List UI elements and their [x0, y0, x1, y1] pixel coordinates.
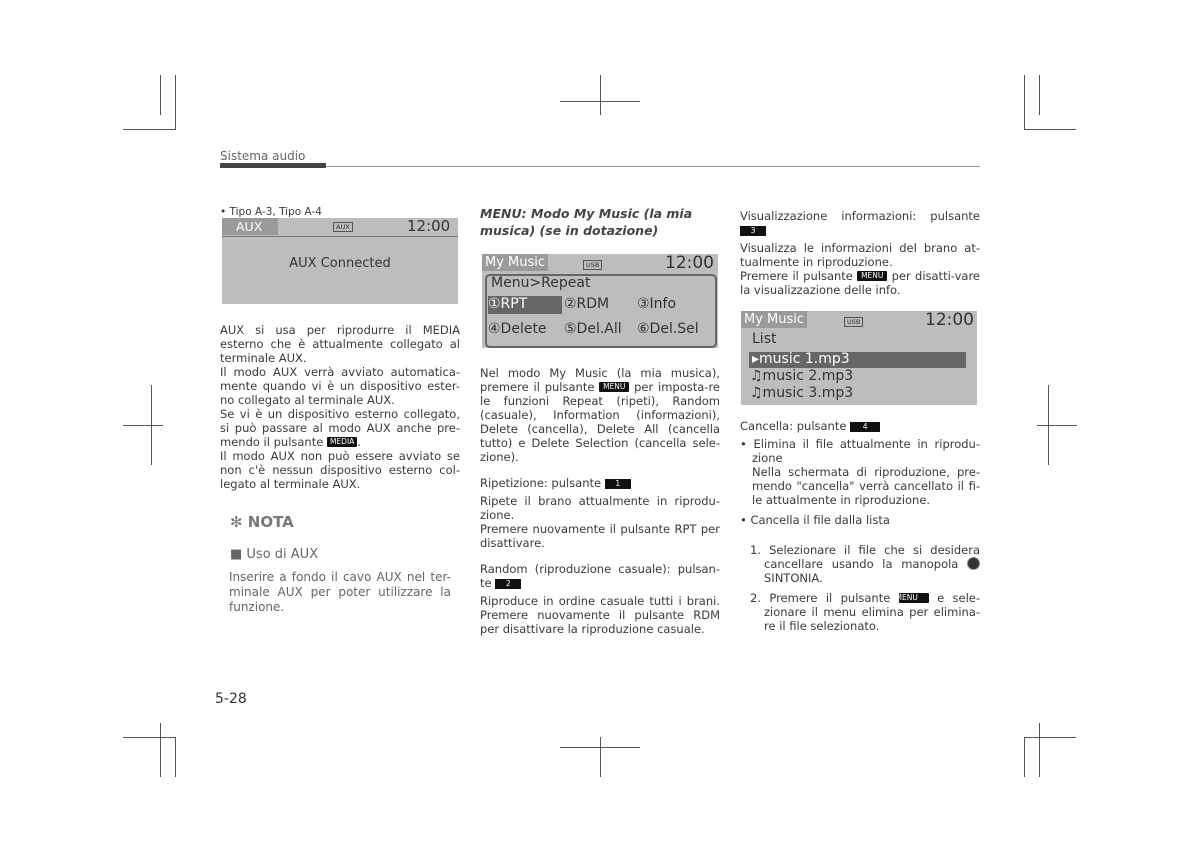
aux-paragraph-3: Se vi è un dispositivo esterno collegato, si può passare al modo AUX anche pre-mendo il pulsante MEDIA . [220, 407, 460, 449]
aux-display [222, 218, 458, 304]
display-source: My Music [485, 255, 546, 270]
menu-button-icon: MENU [899, 593, 929, 603]
aux-paragraph-1: AUX si usa per riprodurre il MEDIA esterno che è attualmente collegato al terminale AUX. [220, 323, 460, 365]
info-text-1: Visualizza le informazioni del brano at-tualmente in riproduzione. [740, 241, 980, 269]
bullet-1: • Elimina il file attualmente in riprodu-zione [740, 437, 980, 465]
note-title: ✻ NOTA [230, 513, 294, 531]
mymusic-menu-display [482, 254, 718, 348]
mymusic-intro: Nel modo My Music (la mia musica), premere il pulsante MENU per imposta-re le funzioni Repeat (ripeti), Random (casuale), Information (informazioni), Delete (cancella), Delete All (cancella tutto) e Delete Selection (cancella sele-zione). [480, 366, 720, 464]
menu-title: Menu>Repeat [491, 275, 591, 291]
header-rule [326, 166, 980, 167]
note-subtitle: ■ Uso di AUX [230, 547, 319, 562]
bullet-2: • Cancella il file dalla lista [740, 513, 890, 527]
menu-option-rdm: ②RDM [564, 296, 610, 312]
display-time: 12:00 [407, 217, 451, 235]
bullet-1-text: Nella schermata di riproduzione, pre-mendo "cancella" verrà cancellato il fi-le attualmente in riproduzione. [752, 465, 980, 507]
info-text-2: Premere il pulsante MENU per disatti-vare la visualizzazione delle info. [740, 269, 981, 297]
button-4-icon: 4 [850, 422, 880, 432]
button-2-icon: 2 [495, 579, 521, 589]
display-time: 12:00 [665, 253, 714, 273]
repeat-heading: Ripetizione: pulsante 1 [480, 476, 720, 490]
menu-option-rpt: ①RPT [488, 296, 528, 312]
aux-paragraph-2: Il modo AUX verrà avviato automatica-mente quando vi è un dispositivo ester-no collegato al terminale AUX. [220, 365, 460, 407]
menu-option-delall: ⑤Del.All [564, 321, 622, 337]
menu-option-delsel: ⑥Del.Sel [637, 321, 699, 337]
info-heading: Visualizzazione informazioni: pulsante 3 [740, 209, 980, 235]
list-item-1: ▸music 1.mp3 [752, 351, 850, 367]
repeat-text: Ripete il brano attualmente in riprodu-zione. Premere nuovamente il pulsante RPT per disattivare. [480, 494, 720, 550]
delete-heading: Cancella: pulsante 4 [740, 419, 980, 433]
display-message: AUX Connected [289, 256, 391, 271]
display-time: 12:00 [925, 310, 974, 330]
note-text: Inserire a fondo il cavo AUX nel ter-minale AUX per poter utilizzare la funzione. [229, 570, 451, 614]
display-source: My Music [744, 312, 805, 327]
menu-button-icon: MENU [599, 382, 629, 392]
menu-option-delete: ④Delete [488, 321, 547, 337]
display-badge: USB [583, 260, 602, 270]
display-source: AUX [236, 219, 263, 234]
figure-caption: • Tipo A-3, Tipo A-4 [220, 206, 322, 218]
list-title: List [752, 331, 777, 347]
display-badge: USB [844, 317, 863, 327]
header-bar [220, 163, 326, 168]
menu-button-icon: MENU [857, 271, 887, 281]
knob-icon [967, 557, 980, 570]
page-number: 5-28 [215, 691, 247, 707]
mymusic-list-display [741, 311, 977, 405]
random-text: Riproduce in ordine casuale tutti i brani. Premere nuovamente il pulsante RDM per disattivare la riproduzione casuale. [480, 594, 720, 636]
button-1-icon: 1 [605, 479, 631, 489]
list-item-3: ♫music 3.mp3 [750, 385, 854, 401]
aux-paragraph-4: Il modo AUX non può essere avviato se non c'è nessun dispositivo esterno col-legato al terminale AUX. [220, 449, 460, 491]
menu-option-info: ③Info [637, 296, 677, 312]
button-3-icon: 3 [740, 226, 766, 236]
random-heading: Random (riproduzione casuale): pulsan-te 2 [480, 562, 720, 590]
running-header: Sistema audio [220, 149, 306, 163]
display-badge: AUX [333, 222, 353, 232]
section-heading: MENU: Modo My Music (la mia musica) (se in dotazione) [480, 206, 693, 238]
media-button-icon: MEDIA [327, 437, 357, 447]
step-1: 1. Selezionare il file che si desidera cancellare usando la manopola SINTONIA. [750, 543, 980, 585]
step-2: 2. Premere il pulsante MENU e sele-zionare il menu elimina per elimina-re il file selezionato. [750, 591, 981, 633]
list-item-2: ♫music 2.mp3 [750, 368, 854, 384]
